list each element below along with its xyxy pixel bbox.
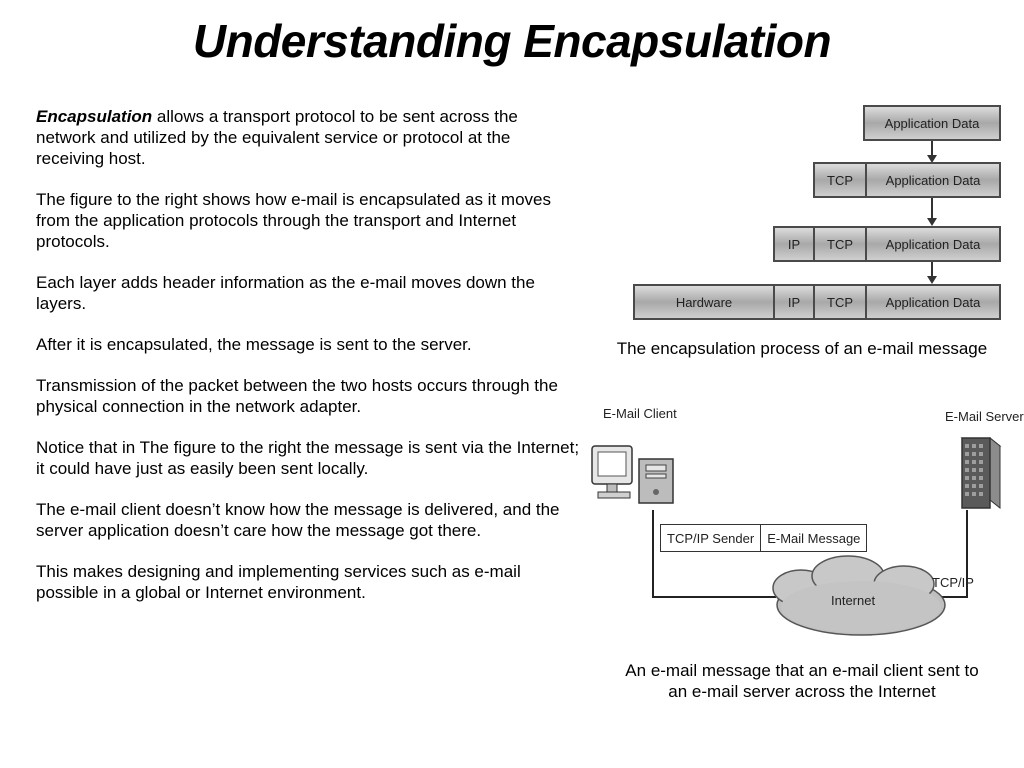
encapsulation-caption: The encapsulation process of an e-mail message — [616, 339, 988, 358]
layer-internet — [773, 226, 1001, 262]
down-arrow-icon — [931, 198, 933, 224]
application-data-cell: Application Data — [865, 107, 999, 139]
encapsulation-diagram — [630, 100, 1010, 330]
packet-box — [660, 524, 867, 552]
tcpip-link-label: TCP/IP — [932, 575, 974, 590]
email-client-label: E-Mail Client — [603, 406, 677, 421]
application-data-cell: Application Data — [865, 228, 999, 260]
term-encapsulation: Encapsulation — [36, 107, 153, 126]
paragraph-1 — [36, 106, 581, 169]
internet-label: Internet — [831, 593, 876, 608]
tcpip-sender-field: TCP/IP Sender — [667, 530, 755, 546]
network-caption — [586, 660, 1018, 702]
layer-application — [863, 105, 1001, 141]
down-arrow-icon — [931, 141, 933, 161]
network-caption-line-2: an e-mail server across the Internet — [668, 682, 936, 701]
paragraph-6: Notice that in The figure to the right the message is sent via the Internet; it could have just as easily been sent locally. — [36, 438, 580, 478]
paragraph-5: Transmission of the packet between the two hosts occurs through the physical connection in the network adapter. — [36, 376, 558, 416]
email-message-field: E-Mail Message — [760, 525, 866, 551]
email-server-label: E-Mail Server — [945, 409, 1024, 424]
network-caption-line-1: An e-mail message that an e-mail client sent to — [625, 661, 979, 680]
ip-header-cell: IP — [775, 228, 813, 260]
paragraph-8: This makes designing and implementing services such as e-mail possible in a global or Internet environment. — [36, 562, 521, 602]
paragraph-4: After it is encapsulated, the message is sent to the server. — [36, 335, 472, 354]
paragraph-2: The figure to the right shows how e-mail is encapsulated as it moves from the application protocols through the transport and Internet protocols. — [36, 190, 551, 251]
tcp-header-cell: TCP — [815, 164, 865, 196]
application-data-cell: Application Data — [865, 164, 999, 196]
body-text — [36, 106, 581, 623]
layer-hardware — [633, 284, 1001, 320]
paragraph-1-text: allows a transport protocol to be sent across the network and utilized by the equivalent service or protocol at the receiving host. — [36, 107, 518, 168]
ip-header-cell: IP — [773, 286, 813, 318]
paragraph-7: The e-mail client doesn’t know how the message is delivered, and the server application doesn’t care how the message got there. — [36, 500, 560, 540]
hardware-header-cell: Hardware — [635, 286, 773, 318]
tcp-header-cell: TCP — [813, 286, 865, 318]
application-data-cell: Application Data — [865, 286, 999, 318]
slide-title: Understanding Encapsulation — [192, 15, 832, 67]
network-diagram — [586, 400, 1024, 650]
client-computer-icon — [592, 446, 673, 503]
server-icon — [962, 438, 1000, 508]
paragraph-3: Each layer adds header information as the e-mail moves down the layers. — [36, 273, 535, 313]
down-arrow-icon — [931, 262, 933, 282]
layer-transport — [813, 162, 1001, 198]
tcp-header-cell: TCP — [813, 228, 865, 260]
